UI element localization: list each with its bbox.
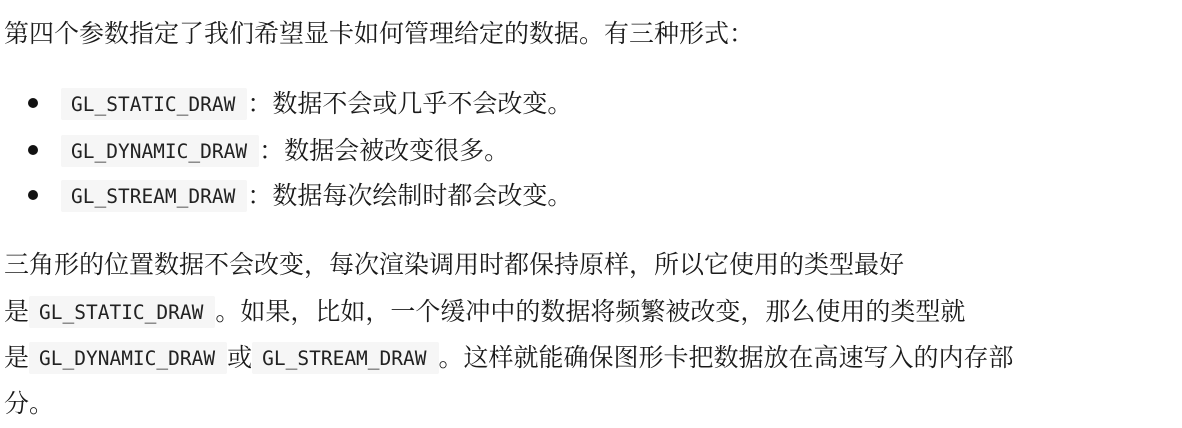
code-static-draw: GL_STATIC_DRAW <box>61 88 247 120</box>
bullet-icon <box>28 145 38 155</box>
paragraph-text: 是 <box>4 343 30 372</box>
list-item-text: ：数据不会或几乎不会改变。 <box>247 89 573 118</box>
list-item-text: ：数据每次绘制时都会改变。 <box>247 181 573 210</box>
code-stream-draw: GL_STREAM_DRAW <box>61 180 247 212</box>
paragraph-line: 三角形的位置数据不会改变，每次渲染调用时都保持原样，所以它使用的类型最好 <box>4 250 905 279</box>
paragraph-text: 。如果，比如，一个缓冲中的数据将频繁被改变，那么使用的类型就 <box>215 297 966 326</box>
list-item <box>61 133 509 169</box>
paragraph-line <box>4 340 1014 376</box>
list-item <box>61 178 572 214</box>
code-static-draw: GL_STATIC_DRAW <box>29 296 215 328</box>
list-item <box>61 86 572 122</box>
code-dynamic-draw: GL_DYNAMIC_DRAW <box>29 342 227 374</box>
code-dynamic-draw: GL_DYNAMIC_DRAW <box>61 135 259 167</box>
paragraph-line: 分。 <box>4 389 55 418</box>
code-stream-draw: GL_STREAM_DRAW <box>252 342 438 374</box>
bullet-icon <box>28 98 38 108</box>
paragraph-text: 是 <box>4 297 30 326</box>
paragraph-text: 。这样就能确保图形卡把数据放在高速写入的内存部 <box>438 343 1014 372</box>
intro-paragraph: 第四个参数指定了我们希望显卡如何管理给定的数据。有三种形式： <box>4 19 755 48</box>
bullet-icon <box>28 190 38 200</box>
list-item-text: ：数据会被改变很多。 <box>259 136 510 165</box>
paragraph-text: 或 <box>227 343 253 372</box>
paragraph-line <box>4 294 965 330</box>
